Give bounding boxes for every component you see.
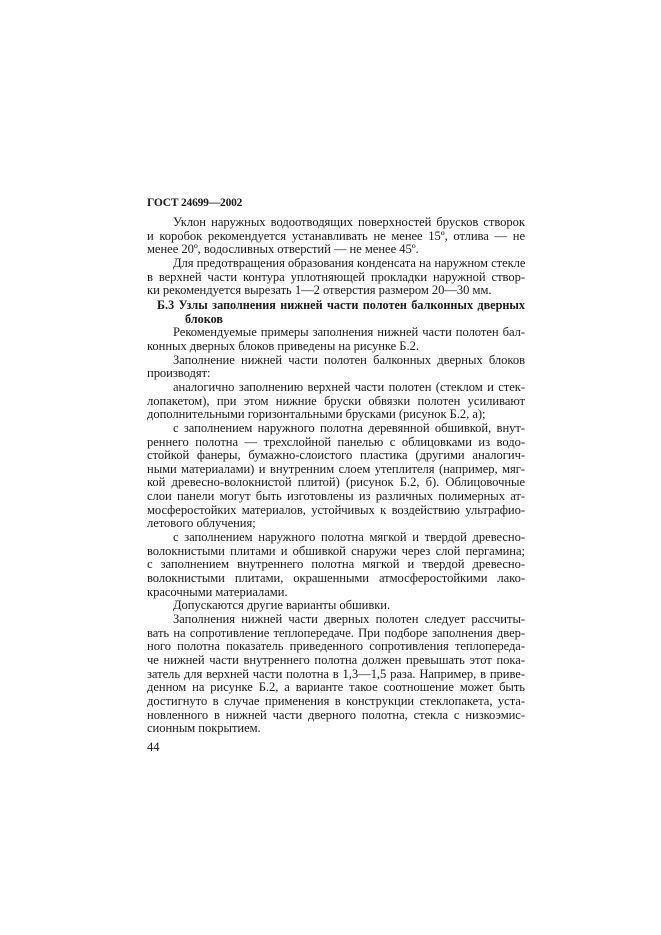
text-line: красочными материалами. [147, 584, 288, 599]
text-line: достигнуто в случае применения в конструкции стеклопакета, уста- [147, 693, 525, 708]
text-line: и коробок рекомендуется устанавливать не менее 15º, отлива — не [147, 228, 525, 243]
paragraph-other-variants [147, 599, 525, 613]
text-line: лопакетом), при этом нижние бруски обвязки полотен усиливают [147, 393, 525, 408]
paragraph-heat-resistance [147, 613, 525, 736]
heading-line: блоков [185, 311, 223, 326]
text-line: Уклон наружных водоотводящих поверхностей брусков створок [173, 215, 525, 229]
text-line: в верхней части контура уплотняющей прокладки наружной створ- [147, 269, 525, 284]
text-line: сионным покрытием. [147, 721, 261, 736]
heading-line: Б.3 Узлы заполнения нижней части полотен балконных дверных [157, 297, 525, 312]
text-line: конных дверных блоков приведены на рисунке Б.2. [147, 338, 419, 353]
text-line: Для предотвращения образования конденсата на наружном стекле [173, 255, 526, 270]
text-line: ки рекомендуется вырезать 1—2 отверстия размером 20—30 мм. [147, 283, 492, 298]
text-line: Заполнения нижней части дверных полотен следует рассчиты- [173, 612, 525, 627]
text-line: Заполнение нижней части полотен балконных дверных блоков [173, 352, 525, 367]
text-line: слои панели могут быть изготовлены из различных полимерных ат- [147, 489, 525, 504]
text-line: с заполнением наружного полотна деревянной обшивкой, внут- [173, 420, 525, 435]
text-line: менее 20º, водосливных отверстий — не менее 45º. [147, 242, 419, 257]
section-heading [147, 299, 525, 326]
paragraph-option-glass [147, 381, 525, 422]
text-line: волокнистыми плитами, окрашенными атмосферостойкими лако- [147, 571, 525, 586]
paragraph-slope [147, 216, 525, 257]
text-line: Рекомендуемые примеры заполнения нижней части полотен бал- [173, 325, 525, 340]
text-line: че нижней части внутреннего полотна должен превышать этот пока- [147, 653, 525, 667]
text-line: мосферостойких материалов, устойчивых к воздействию ультрафио- [147, 502, 525, 517]
text-line: ными материалами) и внутренним слоем утеплителя (например, мяг- [147, 461, 525, 476]
text-line: денном на рисунке Б.2, а варианте такое соотношение может быть [147, 680, 525, 695]
paragraph-condensate [147, 257, 525, 298]
text-line: вать на сопротивление теплопередаче. При подборе заполнения двер- [147, 625, 525, 640]
paragraph-examples [147, 326, 525, 353]
text-line: с заполнением наружного полотна мягкой и твердой древесно- [173, 530, 525, 545]
text-line: с заполнением внутреннего полотна мягкой и твердой древесно- [147, 557, 525, 572]
paragraph-filling-intro [147, 354, 525, 381]
text-line: летового облучения; [147, 516, 256, 531]
paragraph-option-wood [147, 422, 525, 531]
text-line: волокнистыми плитами и обшивкой снаружи через слой пергамина; [147, 543, 525, 558]
page-number: 44 [147, 739, 160, 754]
text-line: затель для верхней части полотна в 1,3—1,5 раза. Например, в приве- [147, 666, 525, 681]
text-line: аналогично заполнению верхней части полотен (стеклом и стек- [173, 379, 525, 394]
text-line: производят: [147, 366, 211, 381]
running-header: ГОСТ 24699—2002 [147, 197, 243, 209]
text-line: новленного в нижней части дверного полотна, стекла с низкоэмис- [147, 707, 525, 722]
text-line: кой древесно-волокнистой плитой) (рисунок Б.2, б). Облицовочные [147, 475, 525, 490]
paragraph-option-fiberboard [147, 531, 525, 599]
text-line: ного полотна показатель приведенного сопротивления теплопереда- [147, 639, 525, 654]
text-line: Допускаются другие варианты обшивки. [173, 598, 391, 613]
text-line: реннего полотна — трехслойной панелью с облицовками из водо- [147, 434, 525, 449]
text-line: дополнительными горизонтальными брусками (рисунок Б.2, а); [147, 407, 486, 422]
document-page [147, 196, 525, 754]
text-line: стойкой фанеры, бумажно-слоистого пластика (другими аналогич- [147, 448, 525, 463]
